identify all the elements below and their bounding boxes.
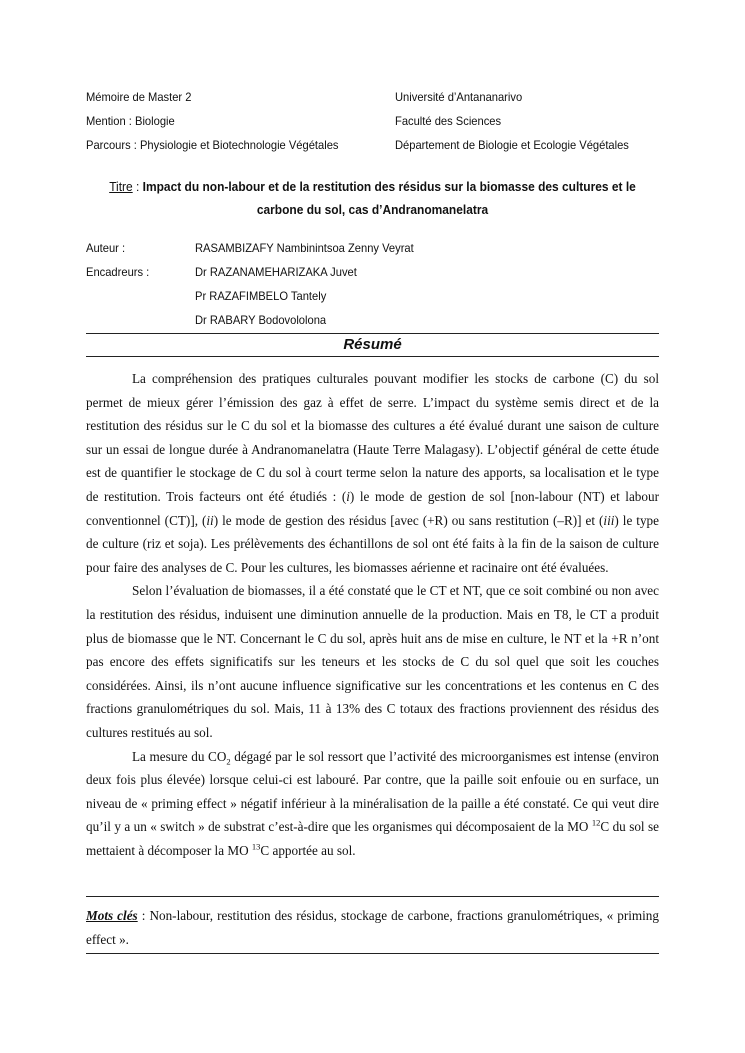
title-separator: :	[132, 179, 143, 194]
keywords-label: Mots clés	[86, 908, 138, 923]
supervisors-label: Encadreurs :	[86, 265, 150, 279]
keywords	[86, 904, 659, 951]
abstract-paragraph-1: La compréhension des pratiques culturales pouvant modifier les stocks de carbone (C) du sol permet de mieux gérer l’émission des gaz à effet de serre. L’impact du système semis direct et de la restitution des résidus sur le C du sol et la biomasse des cultures a été évalué durant une saison de culture sur un essai de longue durée à Andranomanelatra (Haute Terre Malagasy). L’objectif général de cette étude est de quantifier le stockage de C du sol à court terme selon la nature des apports, sa localisation et le type de restitution. Trois facteurs ont été étudiés : (i) le mode de gestion de sol [non-labour (NT) et labour conventionnel (CT)], (ii) le mode de gestion des résidus [avec (+R) ou sans restitution (–R)] et (iii) le type de culture (riz et soja). Les prélèvements des échantillons de sol ont été faits à la fin de la saison de culture pour faire des analyses de C. Pour les cultures, les biomasses aérienne et racinaire ont été évaluées.	[86, 371, 659, 575]
thesis-title	[109, 175, 636, 221]
title-text: Impact du non-labour et de la restitution des résidus sur la biomasse des cultures et le carbone du sol, cas d’Andranomanelatra	[142, 179, 636, 217]
abstract-paragraph-2: Selon l’évaluation de biomasses, il a été constaté que le CT et NT, que ce soit combiné ou non avec la restitution des résidus, induisent une diminution annuelle de la production. Mais en T8, le CT a produit plus de biomasse que le NT. Concernant le C du sol, après huit ans de mise en culture, le NT et la +R n’ont pas encore des effets significatifs sur les teneurs et les stocks de C du sol quel que soit les couches considérées. Ainsi, ils n’ont aucune influence significative sur les concentrations et les contenus en C des fractions granulométriques du sol. Mais, 11 à 13% des C totaux des fractions proviennent des résidus des cultures restitués au sol.	[86, 583, 659, 740]
abstract-paragraph-3: La mesure du $CO_2$ dégagé par le sol ressort que l’activité des microorganismes est intense (environ deux fois plus élevée) lorsque celui-ci est labouré. Par contre, que la paille soit enfouie ou en surface, un niveau de « priming effect » négatif inférieur à la minéralisation de la paille a été constaté. Ce qui veut dire qu’il y a un « switch » de substrat c’est-à-dire que les organismes qui décomposaient de la MO $^{12}$C du sol se mettaient à décomposer la MO $^{13}$C apportée au sol.	[86, 748, 660, 858]
supervisor-3: Dr RABARY Bodovololona	[195, 313, 327, 327]
supervisor-2: Pr RAZAFIMBELO Tantely	[195, 289, 327, 303]
divider-heading	[86, 356, 659, 357]
author-name: RASAMBIZAFY Nambinintsoa Zenny Veyrat	[195, 241, 414, 255]
author-label: Auteur :	[86, 241, 126, 255]
abstract	[86, 367, 659, 862]
divider-top	[86, 333, 659, 334]
divider-bottom	[86, 953, 659, 954]
keywords-text: Non-labour, restitution des résidus, stockage de carbone, fractions granulométriques, « priming effect ».	[86, 908, 659, 947]
resume-heading: Résumé	[343, 336, 402, 353]
header-mention: Mention : Biologie	[86, 114, 175, 128]
header-parcours: Parcours : Physiologie et Biotechnologie Végétales	[86, 138, 339, 152]
header-university: Université d’Antananarivo	[395, 90, 523, 104]
keywords-separator: :	[137, 908, 150, 923]
header-degree: Mémoire de Master 2	[86, 90, 192, 104]
header-faculty: Faculté des Sciences	[395, 114, 502, 128]
title-label: Titre	[109, 179, 133, 194]
header-department: Département de Biologie et Ecologie Végétales	[395, 138, 629, 152]
divider-keywords	[86, 896, 659, 897]
supervisor-1: Dr RAZANAMEHARIZAKA Juvet	[195, 265, 357, 279]
